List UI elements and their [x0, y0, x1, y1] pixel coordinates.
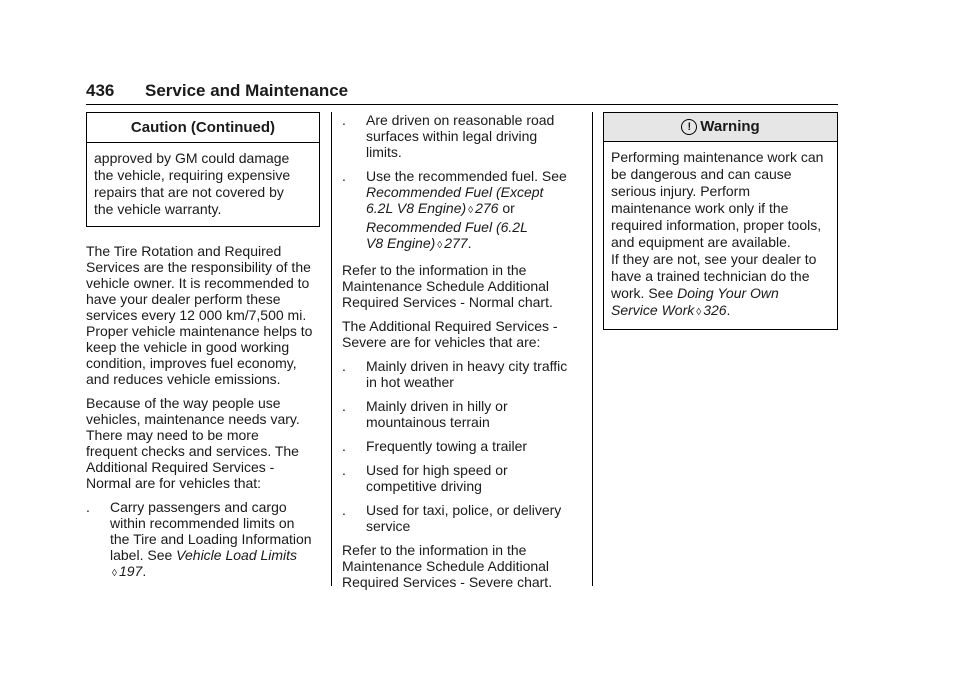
warning-body [604, 142, 837, 329]
caution-line: the vehicle, requiring expensive [94, 167, 291, 183]
page-ref-arrow-icon: ◊ [468, 205, 474, 216]
severe-intro-paragraph: The Additional Required Services - Severe are for vehicles that are: [342, 318, 558, 350]
bullet-mark: . [342, 438, 346, 454]
bullet-mark: . [342, 462, 346, 478]
doing-your-own-service-work-link[interactable]: Doing Your Own [677, 285, 779, 301]
warning-title-text: Warning [700, 118, 760, 135]
warning-line: be dangerous and can cause [611, 166, 792, 182]
severe-chart-paragraph: Refer to the information in the Maintenance Schedule Additional Required Services - Severe chart. [342, 542, 553, 590]
recommended-fuel-link[interactable]: Recommended Fuel (Except 6.2L V8 Engine) [366, 184, 544, 216]
caution-title: Caution (Continued) [87, 113, 319, 143]
list-item: . Mainly driven in hilly or mountainous terrain [342, 398, 508, 430]
list-item: . Used for taxi, police, or delivery service [342, 502, 562, 534]
list-item: . Used for high speed or competitive driving [342, 462, 508, 494]
page-ref-arrow-icon: ◊ [437, 240, 443, 251]
list-item: . Use the recommended fuel. See Recommended Fuel (Except 6.2L V8 Engine) ◊ 276 or Recommended Fuel (6.2L V8 Engine) ◊ 277. [342, 168, 567, 251]
page-ref-276[interactable]: 276 [475, 200, 499, 216]
caution-line: approved by GM could damage [94, 150, 290, 166]
bullet-mark: . [342, 398, 346, 414]
recommended-fuel-v8-link[interactable]: Recommended Fuel (6.2L V8 Engine) [366, 219, 528, 251]
warning-box [603, 112, 838, 330]
warning-title [604, 113, 837, 142]
warning-line: maintenance work only if the [611, 200, 789, 216]
column-divider-2 [592, 112, 593, 586]
column-divider-1 [331, 112, 332, 586]
page-ref-arrow-icon: ◊ [112, 568, 117, 579]
warning-icon: ! [681, 119, 697, 135]
warning-line: Performing maintenance work can [611, 149, 824, 165]
caution-body [87, 143, 319, 226]
bullet-mark: . [342, 502, 346, 518]
warning-line: Service Work ◊ 326. [611, 302, 731, 318]
bullet-mark: . [342, 168, 346, 184]
list-item: . Are driven on reasonable road surfaces within legal driving limits. [342, 112, 555, 160]
tire-rotation-paragraph: The Tire Rotation and Required Services are the responsibility of the vehicle owner. It is recommended to have your dealer perform these services every 12 000 km/7,500 mi. Proper vehicle maintenance helps to keep the vehicle in good working condition, improves fuel economy, and reduces vehicle emissions. [86, 243, 313, 387]
warning-line: and equipment are available. [611, 234, 791, 250]
list-item: . Frequently towing a trailer [342, 438, 528, 454]
column-3 [603, 112, 838, 330]
warning-line: If they are not, see your dealer to [611, 251, 817, 267]
column-2 [342, 112, 580, 598]
warning-line: work. See Doing Your Own [611, 285, 779, 301]
warning-line: serious injury. Perform [611, 183, 751, 199]
caution-line: the vehicle warranty. [94, 201, 222, 217]
bullet-mark: . [86, 499, 90, 515]
header-rule [86, 104, 838, 105]
normal-chart-paragraph: Refer to the information in the Maintenance Schedule Additional Required Services - Normal chart. [342, 262, 553, 310]
caution-line: repairs that are not covered by [94, 184, 284, 200]
list-item: . Mainly driven in heavy city traffic in hot weather [342, 358, 568, 390]
warning-line: have a trained technician do the [611, 268, 810, 284]
bullet-mark: . [342, 112, 346, 128]
page-ref-326[interactable]: 326 [703, 302, 727, 318]
warning-line: required information, proper tools, [611, 217, 822, 233]
section-title: Service and Maintenance [145, 81, 349, 100]
vehicle-load-limits-link[interactable]: Vehicle Load Limits [176, 547, 298, 563]
list-item: . Carry passengers and cargo within recommended limits on the Tire and Loading Information label. See Vehicle Load Limits ◊ 197. [86, 499, 312, 579]
page-number: 436 [86, 81, 115, 100]
page-ref-arrow-icon: ◊ [696, 307, 702, 318]
caution-box [86, 112, 320, 227]
doing-your-own-service-work-link-cont[interactable]: Service Work [611, 302, 695, 318]
page-ref-277[interactable]: 277 [444, 235, 468, 251]
bullet-mark: . [342, 358, 346, 374]
column-1 [86, 112, 320, 590]
page-ref-197[interactable]: 197 [118, 563, 143, 579]
maintenance-needs-paragraph: Because of the way people use vehicles, maintenance needs vary. There may need to be more frequent checks and services. The Additional Required Services - Normal are for vehicles that: [86, 395, 300, 491]
